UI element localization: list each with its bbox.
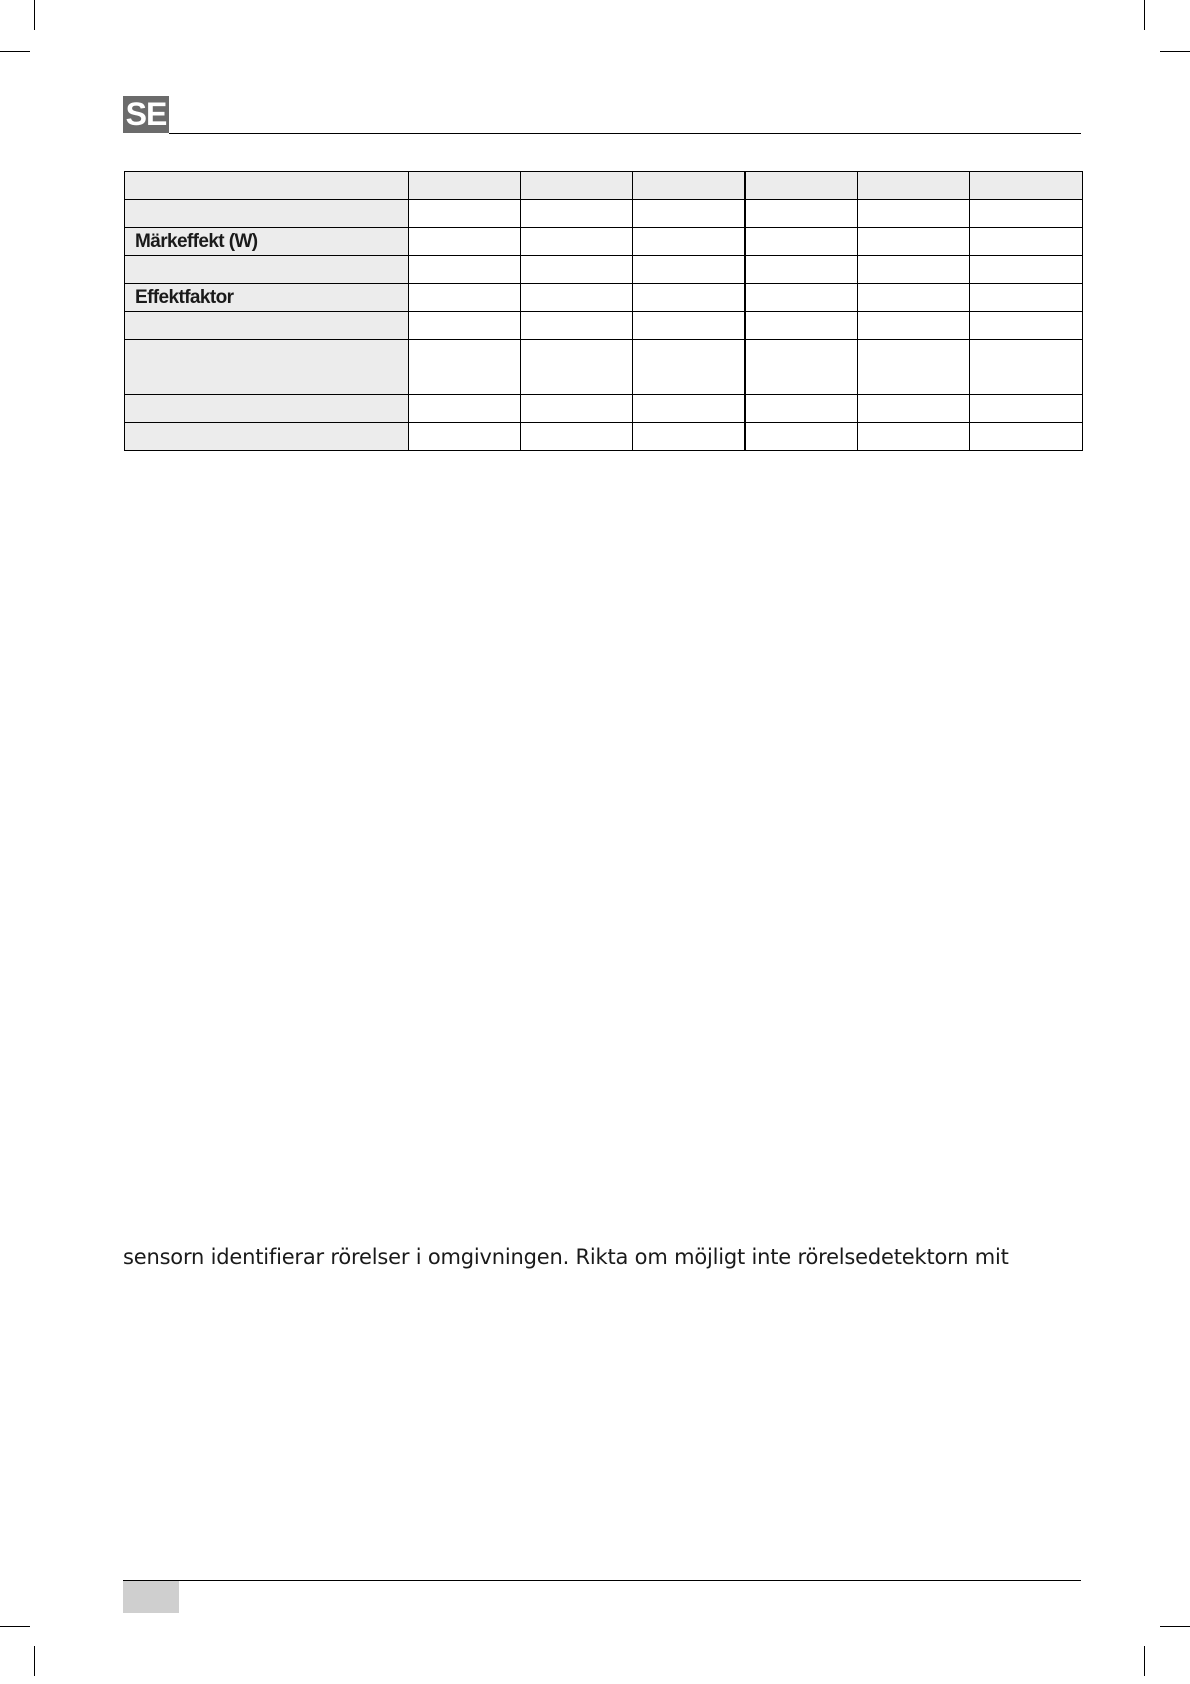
crop-mark-bottom-left-vertical — [34, 1646, 35, 1676]
table-cell — [858, 340, 970, 395]
table-cell — [409, 256, 521, 284]
crop-mark-top-left-vertical — [34, 0, 35, 30]
page-number-tab — [123, 1581, 179, 1613]
table-cell — [970, 395, 1083, 423]
table-cell — [521, 200, 633, 228]
table-cell — [970, 200, 1083, 228]
table-cell — [858, 256, 970, 284]
header-rule — [169, 133, 1081, 134]
table-row — [125, 200, 1083, 228]
table-cell — [409, 395, 521, 423]
footer-rule — [123, 1580, 1081, 1581]
table-row — [125, 340, 1083, 395]
row-label-power-factor: Effektfaktor — [125, 284, 409, 312]
table-cell — [521, 340, 633, 395]
row-label — [125, 256, 409, 284]
table-cell — [745, 228, 858, 256]
table-cell — [409, 200, 521, 228]
table-cell — [409, 340, 521, 395]
row-label — [125, 340, 409, 395]
table-row — [125, 423, 1083, 451]
table-cell — [970, 312, 1083, 340]
table-cell — [633, 340, 745, 395]
table-cell — [970, 340, 1083, 395]
table-cell — [858, 200, 970, 228]
table-row — [125, 172, 1083, 200]
table-cell — [521, 228, 633, 256]
table-cell — [858, 228, 970, 256]
row-label — [125, 172, 409, 200]
table-cell — [858, 172, 970, 200]
table-cell — [633, 312, 745, 340]
table-row — [125, 312, 1083, 340]
table-cell — [745, 172, 858, 200]
table-cell — [409, 228, 521, 256]
table-row — [125, 395, 1083, 423]
table-row — [125, 256, 1083, 284]
row-label-rated-power: Märkeffekt (W) — [125, 228, 409, 256]
spec-table — [124, 171, 1083, 451]
body-paragraph-line: sensorn identifierar rörelser i omgivningen. Rikta om möjligt inte rörelsedetektorn mit — [123, 1245, 1009, 1269]
table-cell — [745, 340, 858, 395]
table-cell — [970, 423, 1083, 451]
table-cell — [409, 423, 521, 451]
table-cell — [970, 256, 1083, 284]
table-cell — [633, 423, 745, 451]
table-cell — [970, 284, 1083, 312]
table-cell — [633, 256, 745, 284]
table-cell — [745, 395, 858, 423]
table-cell — [633, 395, 745, 423]
table-cell — [858, 423, 970, 451]
crop-mark-top-right-vertical — [1144, 0, 1145, 30]
row-label — [125, 312, 409, 340]
language-badge: SE — [123, 96, 169, 133]
table-cell — [858, 284, 970, 312]
table-cell — [633, 284, 745, 312]
table-cell — [745, 200, 858, 228]
table-cell — [409, 312, 521, 340]
table-cell — [745, 312, 858, 340]
table-cell — [970, 228, 1083, 256]
table-cell — [409, 172, 521, 200]
table-row — [125, 228, 1083, 256]
table-cell — [745, 284, 858, 312]
row-label — [125, 395, 409, 423]
table-cell — [745, 256, 858, 284]
table-cell — [858, 395, 970, 423]
table-cell — [521, 284, 633, 312]
table-cell — [521, 423, 633, 451]
crop-mark-bottom-right-vertical — [1144, 1646, 1145, 1676]
crop-mark-top-left-horizontal — [0, 51, 30, 52]
table-cell — [521, 172, 633, 200]
row-label — [125, 423, 409, 451]
table-cell — [521, 312, 633, 340]
table-cell — [633, 200, 745, 228]
table-cell — [633, 228, 745, 256]
table-cell — [745, 423, 858, 451]
crop-mark-bottom-right-horizontal — [1160, 1626, 1190, 1627]
table-row — [125, 284, 1083, 312]
table-cell — [409, 284, 521, 312]
row-label — [125, 200, 409, 228]
crop-mark-bottom-left-horizontal — [0, 1626, 30, 1627]
table-cell — [858, 312, 970, 340]
table-cell — [633, 172, 745, 200]
table-cell — [521, 256, 633, 284]
table-cell — [521, 395, 633, 423]
crop-mark-top-right-horizontal — [1160, 51, 1190, 52]
table-cell — [970, 172, 1083, 200]
